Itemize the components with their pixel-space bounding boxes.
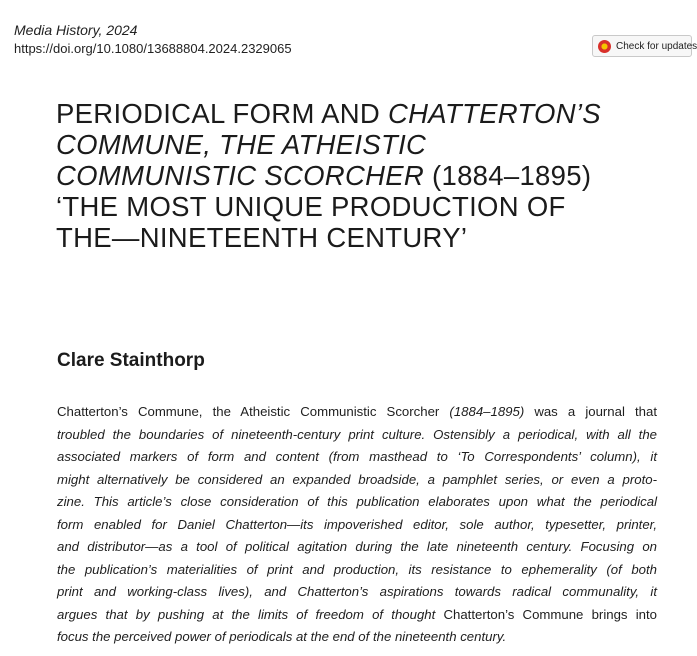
title-line: COMMUNISTIC SCORCHER (1884–1895) [56,160,592,191]
abstract-line: associated markers of form and content (from masthead to ‘To Correspondents’ column), it [57,449,657,464]
abstract-line: zine. This article’s close consideration of this publication elaborates upon what the periodical [57,494,657,509]
doi-link[interactable]: https://doi.org/10.1080/13688804.2024.2329065 [14,41,292,56]
abstract-line: print and working-class lives), and Chatterton’s aspirations towards radical communality, it [57,584,657,599]
abstract [57,401,657,649]
author-name[interactable]: Clare Stainthorp [57,350,205,371]
check-for-updates-label: Check for updates [616,40,697,52]
abstract-line: argues that by pushing at the limits of freedom of thought Chatterton’s Commune brings into [57,606,657,622]
article-title [56,98,656,253]
title-line: ‘THE MOST UNIQUE PRODUCTION OF [56,191,566,222]
title-line: COMMUNE, THE ATHEISTIC [56,129,427,160]
abstract-line: and distributor—as a tool of political agitation during the late nineteenth century. Focusing on [57,539,657,554]
abstract-line: the publication’s materialities of print and production, its resistance to ephemerality (of both [57,561,657,577]
journal-citation: Media History, 2024 [14,22,138,38]
abstract-line: focus the perceived power of periodicals at the end of the nineteenth century. [57,629,507,644]
abstract-line: Chatterton’s Commune, the Atheistic Communistic Scorcher (1884–1895) was a journal that [57,404,658,419]
title-line: THE—NINETEENTH CENTURY’ [56,222,468,253]
title-line: PERIODICAL FORM AND CHATTERTON’S [56,98,601,129]
crossmark-icon [598,40,611,53]
abstract-line: form enabled for Daniel Chatterton—its impoverished editor, sole author, typesetter, printer, [57,516,657,532]
check-for-updates-button[interactable] [592,35,697,57]
abstract-line: might alternatively be considered an expanded broadside, a pamphlet series, or even a proto- [57,471,657,487]
abstract-line: troubled the boundaries of nineteenth-century print culture. Ostensibly a periodical, with all the [57,426,657,442]
